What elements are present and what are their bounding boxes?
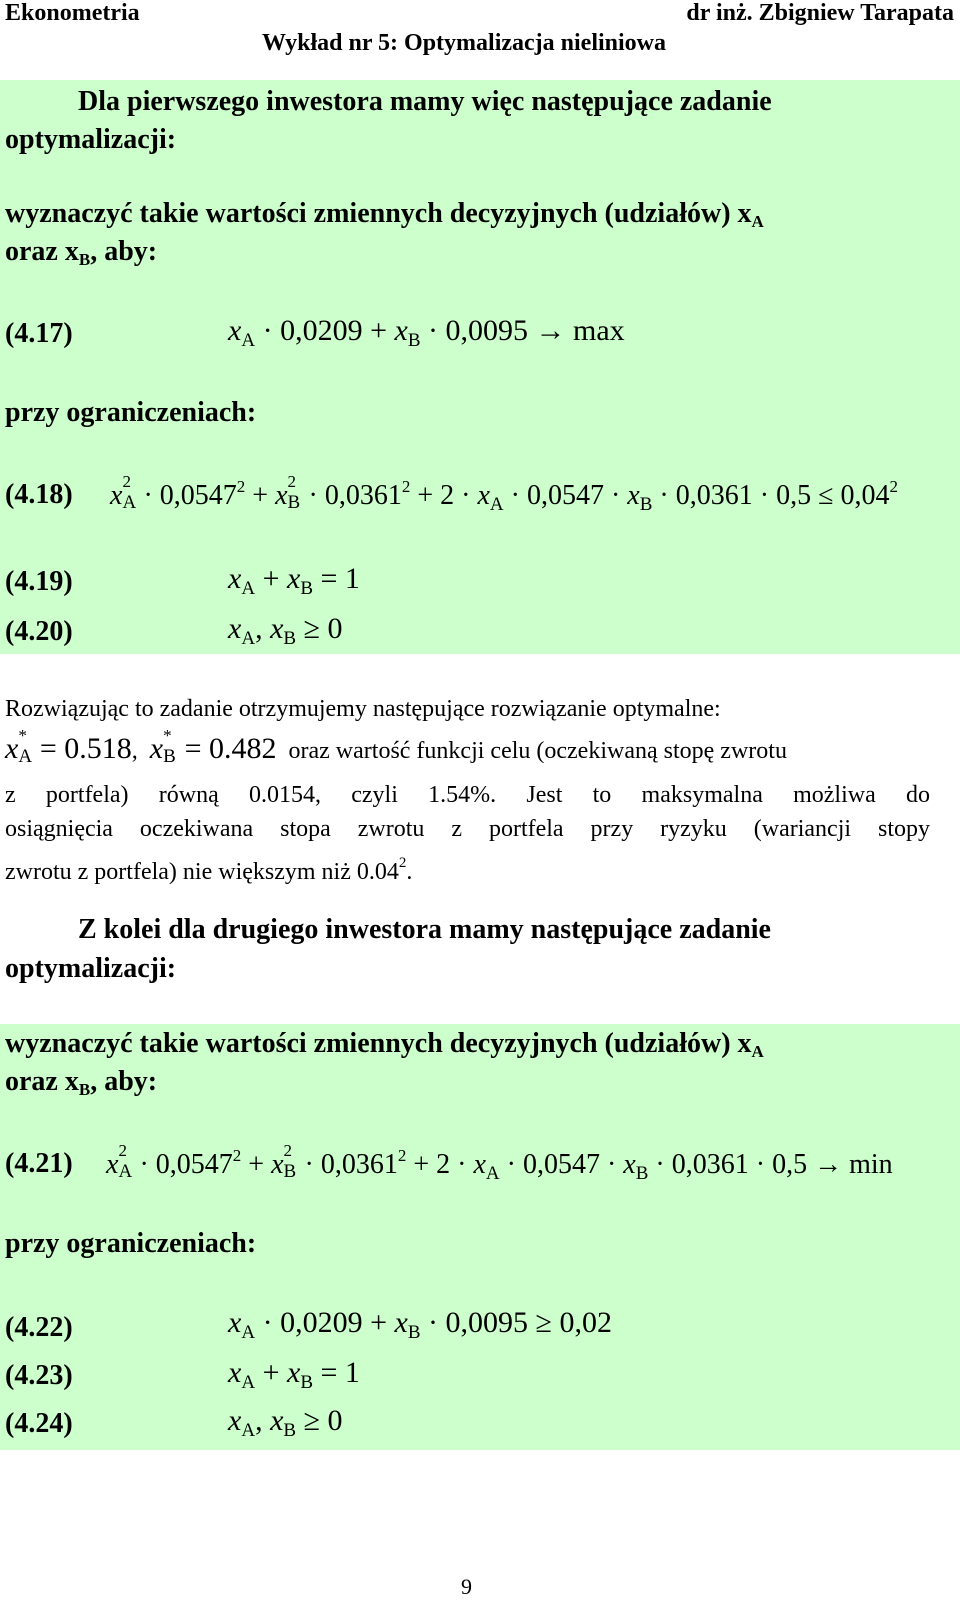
header-author: dr inż. Zbigniew Tarapata: [686, 0, 954, 26]
eq-label-4-20: (4.20): [5, 616, 73, 647]
equation-4-20: $x_A$, $x_B \ge 0$: [228, 612, 343, 649]
arrow-right-icon: →: [814, 1149, 843, 1180]
eq-label-4-24: (4.24): [5, 1408, 73, 1439]
eq-label-4-18: (4.18): [5, 479, 73, 510]
solution-line1: Rozwiązując to zadanie otrzymujemy następujące rozwiązanie optymalne:: [5, 696, 721, 722]
highlight-block-investor-1: [0, 80, 960, 654]
constraints1-label: przy ograniczeniach:: [5, 397, 257, 428]
equation-4-18: x 2 A · $0,0547^2 + x$ 2 B · $0,0361^2 + 2 \cdot x_A \cdot 0,0547 \cdot x_B \cdot 0,0361 \cdot 0,5 \le 0,04^2$: [110, 472, 898, 515]
task2-line1: wyznaczyć takie wartości zmiennych decyzyjnych (udziałów) $x_A$: [5, 1028, 764, 1061]
task1-line1: wyznaczyć takie wartości zmiennych decyzyjnych (udziałów) $x_A$: [5, 198, 764, 231]
eq-label-4-21: (4.21): [5, 1148, 73, 1179]
eq-label-4-23: (4.23): [5, 1360, 73, 1391]
eq-label-4-17: (4.17): [5, 318, 73, 349]
header-course-title: Ekonometria: [5, 0, 140, 26]
solution-line4: osiągnięcia oczekiwana stopa zwrotu z portfela przy ryzyku (wariancji stopy: [5, 816, 930, 842]
para1-line2: optymalizacji:: [5, 124, 177, 155]
para2-line1: Z kolei dla drugiego inwestora mamy następujące zadanie: [78, 914, 771, 945]
para2-line2: optymalizacji:: [5, 953, 177, 984]
constraints2-label: przy ograniczeniach:: [5, 1228, 257, 1259]
task2-line2: oraz $x_B$, aby:: [5, 1066, 158, 1099]
eq-label-4-22: (4.22): [5, 1312, 73, 1343]
equation-4-21: x 2 A · $0,0547^2 + x$ 2 B · $0,0361^2 + 2 \cdot x_A \cdot 0,0547 \cdot x_B \cdot 0,0361 \cdot 0,5 \to \min$: [106, 1141, 893, 1184]
solution-line5: zwrotu z portfela) nie większym niż 0.04$^2$.: [5, 855, 413, 885]
para1-line1: Dla pierwszego inwestora mamy więc następujące zadanie: [78, 86, 772, 117]
task1-line2: oraz $x_B$, aby:: [5, 236, 158, 269]
eq-label-4-19: (4.19): [5, 566, 73, 597]
solution-line3: z portfela) równą 0.0154, czyli 1.54%. Jest to maksymalna możliwa do: [5, 782, 930, 808]
page-number: 9: [461, 1574, 472, 1599]
arrow-right-icon: →: [535, 314, 566, 347]
equation-4-24: $x_A$, $x_B \ge 0$: [228, 1404, 343, 1441]
header-lecture-title: Wykład nr 5: Optymalizacja nieliniowa: [262, 30, 667, 56]
equation-4-22: $x_A \cdot 0,0209 + x_B \cdot 0,0095 \ge 0,02$: [228, 1306, 612, 1343]
equation-4-23: $x_A + x_B = 1$: [228, 1356, 360, 1393]
solution-line2: x * A = 0.518, x * B = 0.482 oraz wartość funkcji celu (oczekiwaną stopę zwrotu: [5, 726, 787, 767]
equation-4-19: $x_A + x_B = 1$: [228, 562, 360, 599]
equation-4-17: $x_A \cdot 0,0209 + x_B \cdot 0,0095 \to \max$: [228, 314, 625, 351]
